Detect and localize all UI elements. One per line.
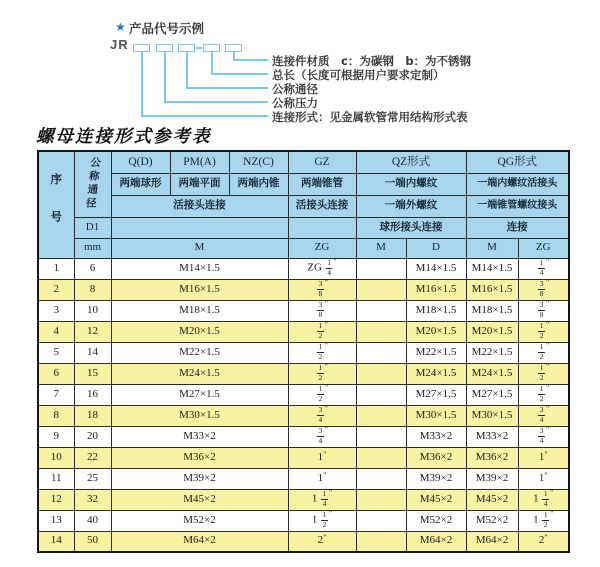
cell-m: M45×2 xyxy=(111,489,288,510)
connector-line xyxy=(211,73,268,75)
header-row-2 xyxy=(38,173,569,195)
cell-dn: 50 xyxy=(74,531,111,552)
cell-qg-zg xyxy=(518,342,569,363)
inch-mark: " xyxy=(545,384,550,393)
fraction: $\frac{1}{2}$ xyxy=(318,363,323,382)
cell-qg-m: M36×2 xyxy=(466,447,518,468)
header-type-pma: 两端平面 xyxy=(170,173,229,195)
header-type-gz: 两端锥管 xyxy=(288,173,356,195)
cell-gz xyxy=(288,321,356,342)
cell-qz-d: M27×1.5 xyxy=(406,384,466,405)
cell-seq: 9 xyxy=(38,426,74,447)
header-ext-thread-qz: 一端外螺纹 xyxy=(356,195,466,217)
inch-mark: " xyxy=(545,300,550,309)
inch-mark: " xyxy=(324,342,328,351)
cell-dn: 8 xyxy=(74,279,111,300)
cell-qz-d: M22×1.5 xyxy=(406,342,466,363)
table-row xyxy=(38,363,569,384)
cell-dn: 22 xyxy=(74,447,111,468)
connector-line xyxy=(186,87,268,89)
header-union-gz: 活接头连接 xyxy=(288,195,356,217)
diagram-label-diameter: 公称通径 xyxy=(272,82,318,96)
table-title: 螺母连接形式参考表 xyxy=(36,127,212,147)
cell-dn: 14 xyxy=(74,342,111,363)
cell-qz-d: M52×2 xyxy=(406,510,466,531)
cell-gz xyxy=(288,405,356,426)
cell-seq: 11 xyxy=(38,468,74,489)
header-code-qz: QZ形式 xyxy=(356,151,466,173)
code-prefix: JR xyxy=(110,37,129,52)
table-row xyxy=(38,321,569,342)
cell-m: M18×1.5 xyxy=(111,300,288,321)
header-row-3 xyxy=(38,195,569,217)
cell-dn: 12 xyxy=(74,321,111,342)
fraction: $\frac{1}{4}$ xyxy=(327,258,331,277)
fraction: $\frac{1}{2}$ xyxy=(318,321,323,340)
cell-qz-m xyxy=(356,489,406,510)
cell-qz-m xyxy=(356,510,406,531)
table-row xyxy=(38,510,569,531)
fraction: $\frac{1}{2}$ xyxy=(322,510,327,529)
fraction: $\frac{1}{2}$ xyxy=(318,342,323,361)
cell-qg-zg xyxy=(518,279,569,300)
header-empty-gz xyxy=(288,217,356,238)
table-row xyxy=(38,279,569,300)
header-row-5 xyxy=(38,238,569,258)
cell-qg-zg xyxy=(518,405,569,426)
table-row xyxy=(38,531,569,552)
cell-qg-m: M24×1.5 xyxy=(466,363,518,384)
fraction: $\frac{1}{2}$ xyxy=(539,384,544,403)
cell-m: M52×2 xyxy=(111,510,288,531)
cell-m: M22×1.5 xyxy=(111,342,288,363)
cell-qg-zg xyxy=(518,300,569,321)
table-row xyxy=(38,384,569,405)
cell-seq: 5 xyxy=(38,342,74,363)
cell-dn: 10 xyxy=(74,300,111,321)
cell-gz xyxy=(288,300,356,321)
cell-seq: 8 xyxy=(38,405,74,426)
cell-m: M14×1.5 xyxy=(111,258,288,279)
cell-qg-zg xyxy=(518,426,569,447)
cell-qz-d: M24×1.5 xyxy=(406,363,466,384)
cell-seq: 1 xyxy=(38,258,74,279)
header-unit-qz-d: D xyxy=(406,238,466,258)
diagram-label-connection: 连接形式：见金属软管常用结构形式表 xyxy=(272,110,468,124)
header-code-gz: GZ xyxy=(288,151,356,173)
inch-mark: " xyxy=(324,405,328,414)
cell-qz-d: M36×2 xyxy=(406,447,466,468)
inch-mark: " xyxy=(328,510,333,519)
cell-m: M16×1.5 xyxy=(111,279,288,300)
cell-m: M33×2 xyxy=(111,426,288,447)
fraction: $\frac{1}{2}$ xyxy=(539,342,544,361)
header-code-qg: QG形式 xyxy=(466,151,569,173)
header-seq: 序号 xyxy=(38,151,74,258)
table-row xyxy=(38,342,569,363)
cell-seq: 12 xyxy=(38,489,74,510)
cell-dn: 32 xyxy=(74,489,111,510)
header-taper-thread-qg: 一端锥管螺纹接头 xyxy=(466,195,569,217)
cell-seq: 2 xyxy=(38,279,74,300)
cell-qz-m xyxy=(356,405,406,426)
fraction: $\frac{1}{2}$ xyxy=(543,510,548,529)
cell-seq: 14 xyxy=(38,531,74,552)
header-code-qd: Q(D) xyxy=(111,151,170,173)
inch-mark: " xyxy=(324,300,328,309)
cell-qg-m: M33×2 xyxy=(466,426,518,447)
table-body xyxy=(38,258,569,552)
inch-mark: " xyxy=(550,510,554,519)
fraction: $\frac{3}{8}$ xyxy=(539,300,544,319)
cell-qz-m xyxy=(356,447,406,468)
inch-mark: " xyxy=(550,489,554,498)
inch-mark: " xyxy=(544,533,548,543)
cell-gz xyxy=(288,363,356,384)
fraction: $\frac{3}{4}$ xyxy=(539,405,544,424)
header-unit-qg-zg: ZG xyxy=(518,238,569,258)
diagram-heading: 产品代号示例 xyxy=(129,21,205,36)
cell-qg-zg: 1 $\frac{1}{2}$ " xyxy=(518,510,569,531)
cell-qg-zg: 2" xyxy=(518,531,569,552)
header-code-nzc: NZ(C) xyxy=(229,151,288,173)
table-row xyxy=(38,489,569,510)
cell-qz-m xyxy=(356,279,406,300)
header-empty-left xyxy=(111,217,288,238)
star-icon: ★ xyxy=(115,20,126,34)
header-unit-qz-m: M xyxy=(356,238,406,258)
cell-gz xyxy=(288,279,356,300)
fraction: $\frac{1}{4}$ xyxy=(322,489,327,508)
inch-mark: " xyxy=(324,321,328,330)
cell-gz: 1 $\frac{1}{4}$ " xyxy=(288,489,356,510)
header-mm: mm xyxy=(74,238,111,258)
inch-mark: " xyxy=(324,363,328,372)
cell-m: M30×1.5 xyxy=(111,405,288,426)
cell-qz-m xyxy=(356,258,406,279)
connector-line xyxy=(233,59,268,61)
cell-qg-m: M52×2 xyxy=(466,510,518,531)
header-unit-zg: ZG xyxy=(288,238,356,258)
nut-connection-table xyxy=(37,150,570,553)
connector-line xyxy=(186,51,188,88)
fraction: $\frac{1}{4}$ xyxy=(543,489,548,508)
inch-mark: " xyxy=(545,426,550,435)
connector-line xyxy=(211,51,213,74)
table-row xyxy=(38,447,569,468)
cell-qg-m: M64×2 xyxy=(466,531,518,552)
cell-qz-d: M20×1.5 xyxy=(406,321,466,342)
cell-dn: 20 xyxy=(74,426,111,447)
cell-gz: 1" xyxy=(288,468,356,489)
cell-dn: 18 xyxy=(74,405,111,426)
cell-qz-m xyxy=(356,342,406,363)
fraction: $\frac{3}{4}$ xyxy=(318,426,323,445)
inch-mark: " xyxy=(545,405,550,414)
cell-qz-d: M33×2 xyxy=(406,426,466,447)
cell-dn: 16 xyxy=(74,384,111,405)
cell-gz: 1" xyxy=(288,447,356,468)
cell-m: M36×2 xyxy=(111,447,288,468)
connector-line xyxy=(141,51,143,116)
connector-line xyxy=(164,101,268,103)
cell-qz-m xyxy=(356,321,406,342)
cell-qg-m: M27×1.5 xyxy=(466,384,518,405)
cell-qz-d: M30×1.5 xyxy=(406,405,466,426)
cell-seq: 3 xyxy=(38,300,74,321)
diagram-label-length: 总长（长度可根据用户要求定制） xyxy=(272,68,445,82)
cell-qg-zg: 1" xyxy=(518,468,569,489)
fraction: $\frac{3}{4}$ xyxy=(539,426,544,445)
reference-table-wrap xyxy=(37,150,570,553)
cell-dn: 15 xyxy=(74,363,111,384)
cell-m: M24×1.5 xyxy=(111,363,288,384)
connector-line xyxy=(164,51,166,102)
header-row-4 xyxy=(38,217,569,238)
cell-gz xyxy=(288,384,356,405)
cell-m: M27×1.5 xyxy=(111,384,288,405)
table-row xyxy=(38,300,569,321)
cell-qg-zg xyxy=(518,363,569,384)
cell-qz-d: M16×1.5 xyxy=(406,279,466,300)
table-row xyxy=(38,405,569,426)
cell-gz xyxy=(288,426,356,447)
table-row xyxy=(38,426,569,447)
cell-qz-d: M39×2 xyxy=(406,468,466,489)
inch-mark: " xyxy=(544,470,548,480)
header-row-1 xyxy=(38,151,569,173)
cell-qg-m: M30×1.5 xyxy=(466,405,518,426)
table-row xyxy=(38,258,569,279)
diagram-label-material: 连接件材质 c：为碳钢 b：为不锈钢 xyxy=(272,54,472,68)
cell-seq: 7 xyxy=(38,384,74,405)
cell-qz-d: M14×1.5 xyxy=(406,258,466,279)
cell-qg-zg xyxy=(518,384,569,405)
header-unit-m: M xyxy=(111,238,288,258)
cell-gz: ZG $\frac{1}{4}$ " xyxy=(288,258,356,279)
cell-qz-m xyxy=(356,468,406,489)
fraction: $\frac{3}{8}$ xyxy=(318,279,323,298)
inch-mark: " xyxy=(324,279,328,288)
cell-m: M20×1.5 xyxy=(111,321,288,342)
inch-mark: " xyxy=(328,489,333,498)
cell-qg-m: M22×1.5 xyxy=(466,342,518,363)
cell-gz: 2" xyxy=(288,531,356,552)
code-dash xyxy=(196,47,202,49)
fraction: $\frac{1}{2}$ xyxy=(539,363,544,382)
cell-dn: 6 xyxy=(74,258,111,279)
cell-dn: 25 xyxy=(74,468,111,489)
header-dn: 公称通径 xyxy=(74,151,111,217)
inch-mark: " xyxy=(324,426,328,435)
inch-mark: " xyxy=(545,321,550,330)
cell-seq: 10 xyxy=(38,447,74,468)
cell-qg-zg xyxy=(518,321,569,342)
header-unit-qg-m: M xyxy=(466,238,518,258)
cell-qg-zg xyxy=(518,258,569,279)
cell-qg-zg: 1" xyxy=(518,447,569,468)
connector-line xyxy=(141,115,268,117)
fraction: $\frac{3}{8}$ xyxy=(539,279,544,298)
header-code-pma: PM(A) xyxy=(170,151,229,173)
cell-qz-m xyxy=(356,531,406,552)
inch-mark: " xyxy=(545,342,550,351)
cell-qz-d: M45×2 xyxy=(406,489,466,510)
inch-mark: " xyxy=(545,363,550,372)
header-type-qd: 两端球形 xyxy=(111,173,170,195)
header-d1: D1 xyxy=(74,217,111,238)
cell-qg-m: M39×2 xyxy=(466,468,518,489)
table-row xyxy=(38,468,569,489)
cell-m: M39×2 xyxy=(111,468,288,489)
cell-gz: 1 $\frac{1}{2}$ " xyxy=(288,510,356,531)
cell-qz-d: M18×1.5 xyxy=(406,300,466,321)
cell-qz-m xyxy=(356,363,406,384)
cell-qg-m: M14×1.5 xyxy=(466,258,518,279)
inch-mark: " xyxy=(545,279,550,288)
cell-qz-m xyxy=(356,384,406,405)
header-ball-joint-qz: 球形接头连接 xyxy=(356,217,466,238)
header-connect-qg: 连接 xyxy=(466,217,569,238)
header-type-nzc: 两端内锥 xyxy=(229,173,288,195)
cell-qz-m xyxy=(356,426,406,447)
inch-mark: " xyxy=(544,449,548,459)
header-union-left: 活接头连接 xyxy=(111,195,288,217)
inch-mark: " xyxy=(333,258,337,267)
fraction: $\frac{1}{4}$ xyxy=(539,258,544,277)
cell-qz-d: M64×2 xyxy=(406,531,466,552)
cell-qg-m: M18×1.5 xyxy=(466,300,518,321)
cell-seq: 6 xyxy=(38,363,74,384)
cell-qg-m: M45×2 xyxy=(466,489,518,510)
inch-mark: " xyxy=(324,384,328,393)
cell-dn: 40 xyxy=(74,510,111,531)
fraction: $\frac{1}{2}$ xyxy=(318,384,323,403)
cell-m: M64×2 xyxy=(111,531,288,552)
fraction: $\frac{1}{2}$ xyxy=(539,321,544,340)
cell-qg-zg: 1 $\frac{1}{4}$ " xyxy=(518,489,569,510)
cell-qg-m: M16×1.5 xyxy=(466,279,518,300)
cell-seq: 13 xyxy=(38,510,74,531)
fraction: $\frac{3}{4}$ xyxy=(318,405,323,424)
cell-qz-m xyxy=(356,300,406,321)
inch-mark: " xyxy=(323,449,327,459)
fraction: $\frac{3}{8}$ xyxy=(318,300,323,319)
diagram-label-pressure: 公称压力 xyxy=(272,96,318,110)
inch-mark: " xyxy=(323,533,327,543)
cell-qg-m: M20×1.5 xyxy=(466,321,518,342)
cell-seq: 4 xyxy=(38,321,74,342)
inch-mark: " xyxy=(545,258,550,267)
header-type-qz: 一端内螺纹 xyxy=(356,173,466,195)
header-type-qg: 一端内螺纹活接头 xyxy=(466,173,569,195)
cell-gz xyxy=(288,342,356,363)
inch-mark: " xyxy=(323,470,327,480)
